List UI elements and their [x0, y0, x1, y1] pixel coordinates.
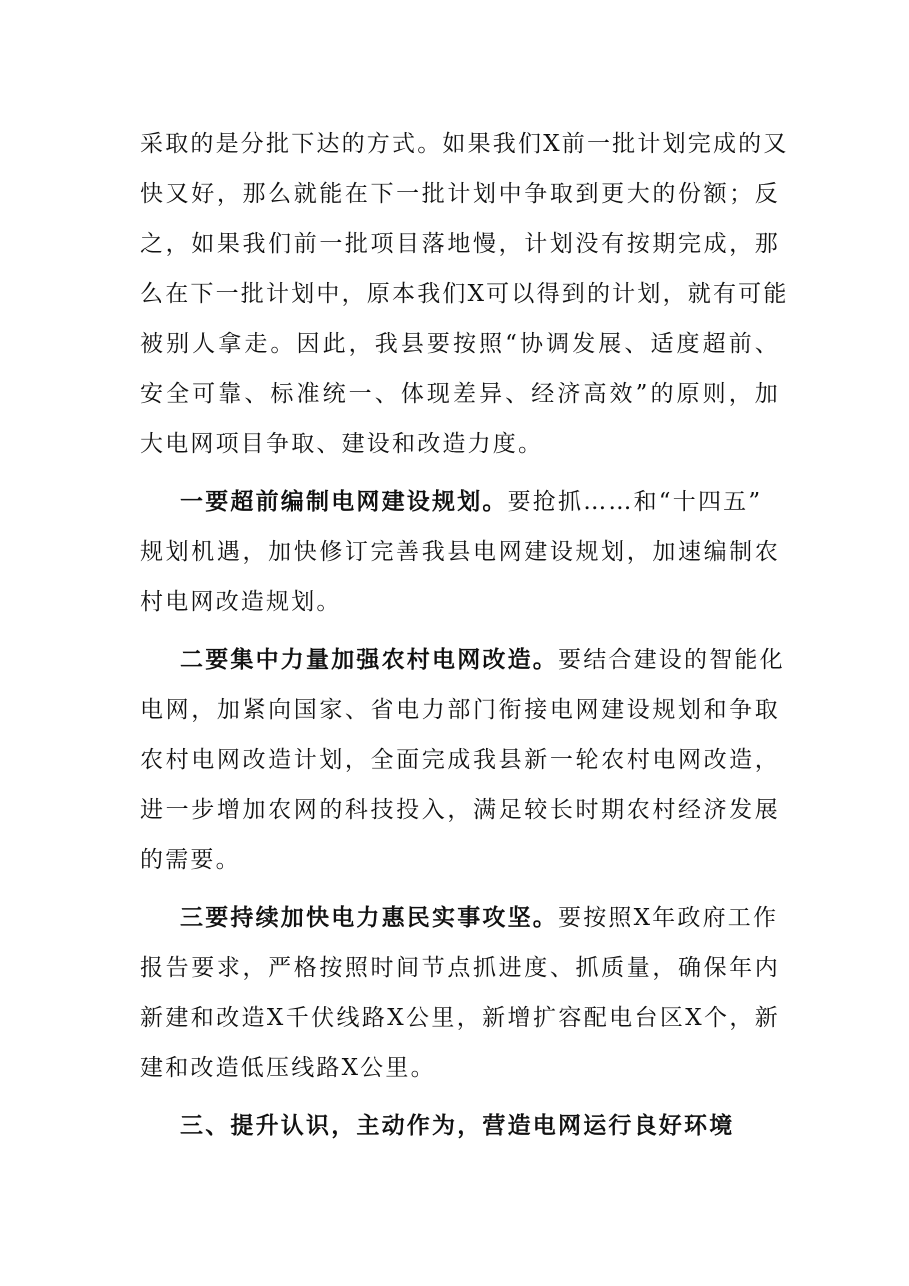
paragraph-first-line [180, 644, 785, 676]
paragraph-first-line [180, 486, 780, 518]
paragraph-line: 村电网改造规划。 [140, 589, 342, 615]
paragraph-line: 新建和改造X千伏线路X公里，新增扩容配电台区X个，新 [140, 1005, 780, 1031]
paragraph-line: 采取的是分批下达的方式。如果我们X前一批计划完成的又 [140, 131, 789, 157]
paragraph-line: 大电网项目争取、建设和改造力度。 [140, 431, 544, 457]
paragraph-line: 规划机遇，加快修订完善我县电网建设规划，加速编制农 [140, 539, 780, 565]
paragraph-lead: 二要集中力量加强农村电网改造。 [180, 646, 558, 673]
paragraph-lead: 一要超前编制电网建设规划。 [180, 488, 508, 515]
paragraph-text: 要抢抓……和“十四五” [507, 489, 763, 515]
paragraph-line: 农村电网改造计划，全面完成我县新一轮农村电网改造， [140, 747, 780, 773]
paragraph-lead: 三要持续加快电力惠民实事攻坚。 [180, 904, 558, 931]
paragraph-line: 建和改造低压线路X公里。 [140, 1055, 436, 1081]
paragraph-line: 报告要求，严格按照时间节点抓进度、抓质量，确保年内 [140, 955, 780, 981]
section-heading: 三、提升认识，主动作为，营造电网运行良好环境 [180, 1112, 735, 1139]
paragraph-line: 的需要。 [140, 847, 241, 873]
paragraph-text: 要结合建设的智能化 [558, 647, 785, 673]
paragraph-line: 电网，加紧向国家、省电力部门衔接电网建设规划和争取 [140, 697, 780, 723]
paragraph-line: 安全可靠、标准统一、体现差异、经济高效”的原则，加 [140, 381, 780, 407]
paragraph-line: 之，如果我们前一批项目落地慢，计划没有按期完成，那 [140, 231, 780, 257]
paragraph-line: 被别人拿走。因此，我县要按照“协调发展、适度超前、 [140, 331, 780, 357]
paragraph-line: 快又好，那么就能在下一批计划中争取到更大的份额；反 [140, 181, 780, 207]
paragraph-line: 进一步增加农网的科技投入，满足较长时期农村经济发展 [140, 797, 780, 823]
paragraph-line: 么在下一批计划中，原本我们X可以得到的计划，就有可能 [140, 281, 789, 307]
paragraph-text: 要按照X年政府工作 [558, 905, 779, 931]
paragraph-first-line [180, 902, 780, 934]
